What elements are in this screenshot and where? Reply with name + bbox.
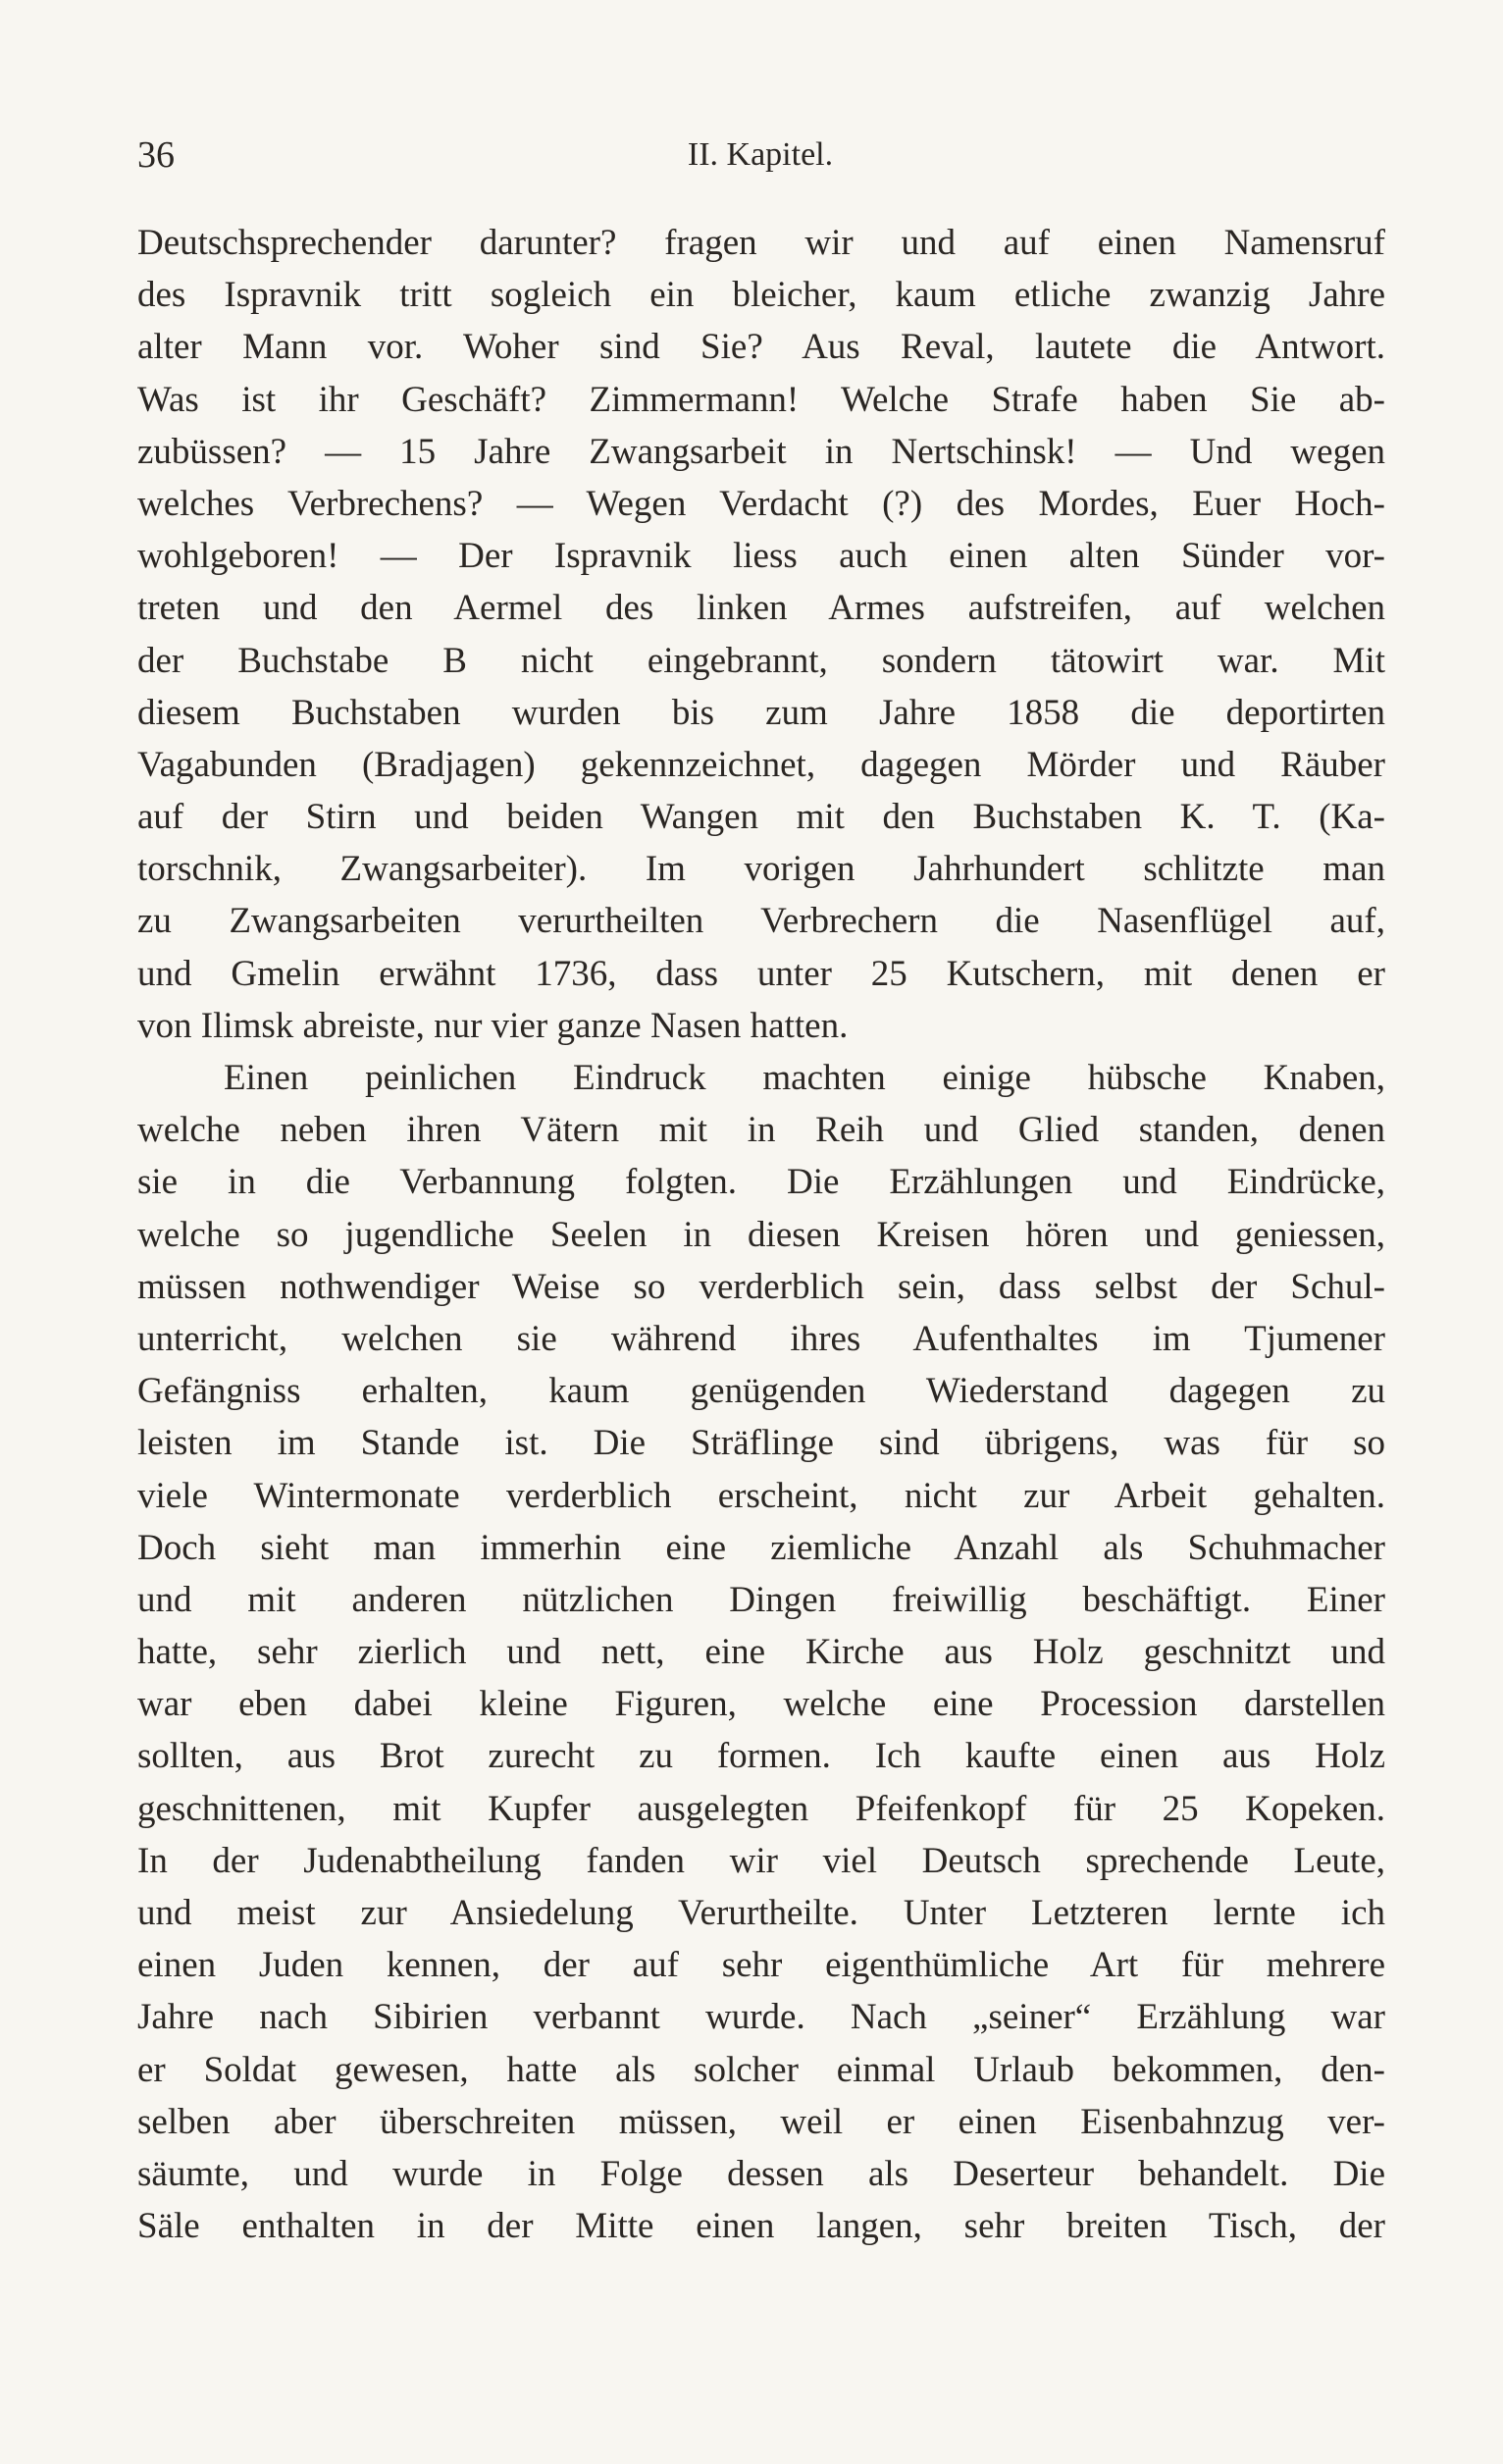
- body-text: [137, 217, 1385, 2252]
- text-line: treten und den Aermel des linken Armes aufstreifen, auf welchen: [137, 588, 1385, 629]
- text-line: alter Mann vor. Woher sind Sie? Aus Reval, lautete die Antwort.: [137, 327, 1385, 368]
- text-line: säumte, und wurde in Folge dessen als Deserteur behandelt. Die: [137, 2153, 1385, 2194]
- text-line: leisten im Stande ist. Die Sträflinge sind übrigens, was für so: [137, 1423, 1385, 1464]
- text-line: er Soldat gewesen, hatte als solcher einmal Urlaub bekommen, den-: [137, 2049, 1385, 2090]
- text-line: sie in die Verbannung folgten. Die Erzählungen und Eindrücke,: [137, 1162, 1385, 1203]
- text-line: und Gmelin erwähnt 1736, dass unter 25 Kutschern, mit denen er: [137, 953, 1385, 994]
- text-line: welches Verbrechens? — Wegen Verdacht (?) des Mordes, Euer Hoch-: [137, 483, 1385, 524]
- text-line: viele Wintermonate verderblich erscheint, nicht zur Arbeit gehalten.: [137, 1475, 1385, 1516]
- text-line: der Buchstabe B nicht eingebrannt, sondern tätowirt war. Mit: [137, 640, 1385, 681]
- text-line: auf der Stirn und beiden Wangen mit den Buchstaben K. T. (Ka-: [137, 797, 1385, 838]
- text-line: Gefängniss erhalten, kaum genügenden Wiederstand dagegen zu: [137, 1371, 1385, 1412]
- text-line: Jahre nach Sibirien verbannt wurde. Nach „seiner“ Erzählung war: [137, 1997, 1385, 2038]
- text-line: hatte, sehr zierlich und nett, eine Kirche aus Holz geschnitzt und: [137, 1632, 1385, 1673]
- text-line: Einen peinlichen Eindruck machten einige hübsche Knaben,: [224, 1058, 1385, 1098]
- text-line: von Ilimsk abreiste, nur vier ganze Nasen hatten.: [137, 1005, 849, 1046]
- text-line: unterricht, welchen sie während ihres Aufenthaltes im Tjumener: [137, 1318, 1385, 1359]
- text-line: und meist zur Ansiedelung Verurtheilte. Unter Letzteren lernte ich: [137, 1893, 1385, 1933]
- text-line: selben aber überschreiten müssen, weil er einen Eisenbahnzug ver-: [137, 2101, 1385, 2142]
- text-line: geschnittenen, mit Kupfer ausgelegten Pfeifenkopf für 25 Kopeken.: [137, 1788, 1385, 1829]
- text-line: welche so jugendliche Seelen in diesen Kreisen hören und geniessen,: [137, 1214, 1385, 1255]
- page-number: 36: [137, 134, 175, 176]
- text-line: zu Zwangsarbeiten verurtheilten Verbrechern die Nasenflügel auf,: [137, 901, 1385, 942]
- text-line: Vagabunden (Bradjagen) gekennzeichnet, dagegen Mörder und Räuber: [137, 744, 1385, 785]
- text-line: Was ist ihr Geschäft? Zimmermann! Welche Strafe haben Sie ab-: [137, 379, 1385, 420]
- text-line: sollten, aus Brot zurecht zu formen. Ich kaufte einen aus Holz: [137, 1736, 1385, 1777]
- text-line: müssen nothwendiger Weise so verderblich sein, dass selbst der Schul-: [137, 1266, 1385, 1307]
- text-line: diesem Buchstaben wurden bis zum Jahre 1858 die deportirten: [137, 692, 1385, 733]
- text-line: war eben dabei kleine Figuren, welche eine Procession darstellen: [137, 1684, 1385, 1725]
- text-line: Doch sieht man immerhin eine ziemliche Anzahl als Schuhmacher: [137, 1527, 1385, 1568]
- text-line: zubüssen? — 15 Jahre Zwangsarbeit in Nertschinsk! — Und wegen: [137, 431, 1385, 472]
- text-line: In der Judenabtheilung fanden wir viel Deutsch sprechende Leute,: [137, 1840, 1385, 1881]
- text-line: des Ispravnik tritt sogleich ein bleicher, kaum etliche zwanzig Jahre: [137, 275, 1385, 316]
- running-head: II. Kapitel.: [687, 136, 834, 173]
- text-line: welche neben ihren Vätern mit in Reih und Glied standen, denen: [137, 1110, 1385, 1151]
- text-line: Säle enthalten in der Mitte einen langen, sehr breiten Tisch, der: [137, 2206, 1385, 2247]
- text-line: wohlgeboren! — Der Ispravnik liess auch einen alten Sünder vor-: [137, 536, 1385, 577]
- text-line: und mit anderen nützlichen Dingen freiwillig beschäftigt. Einer: [137, 1579, 1385, 1620]
- text-line: Deutschsprechender darunter? fragen wir und auf einen Namensruf: [137, 223, 1385, 263]
- text-line: torschnik, Zwangsarbeiter). Im vorigen Jahrhundert schlitzte man: [137, 849, 1385, 890]
- text-line: einen Juden kennen, der auf sehr eigenthümliche Art für mehrere: [137, 1945, 1385, 1986]
- page-header: [137, 126, 1383, 184]
